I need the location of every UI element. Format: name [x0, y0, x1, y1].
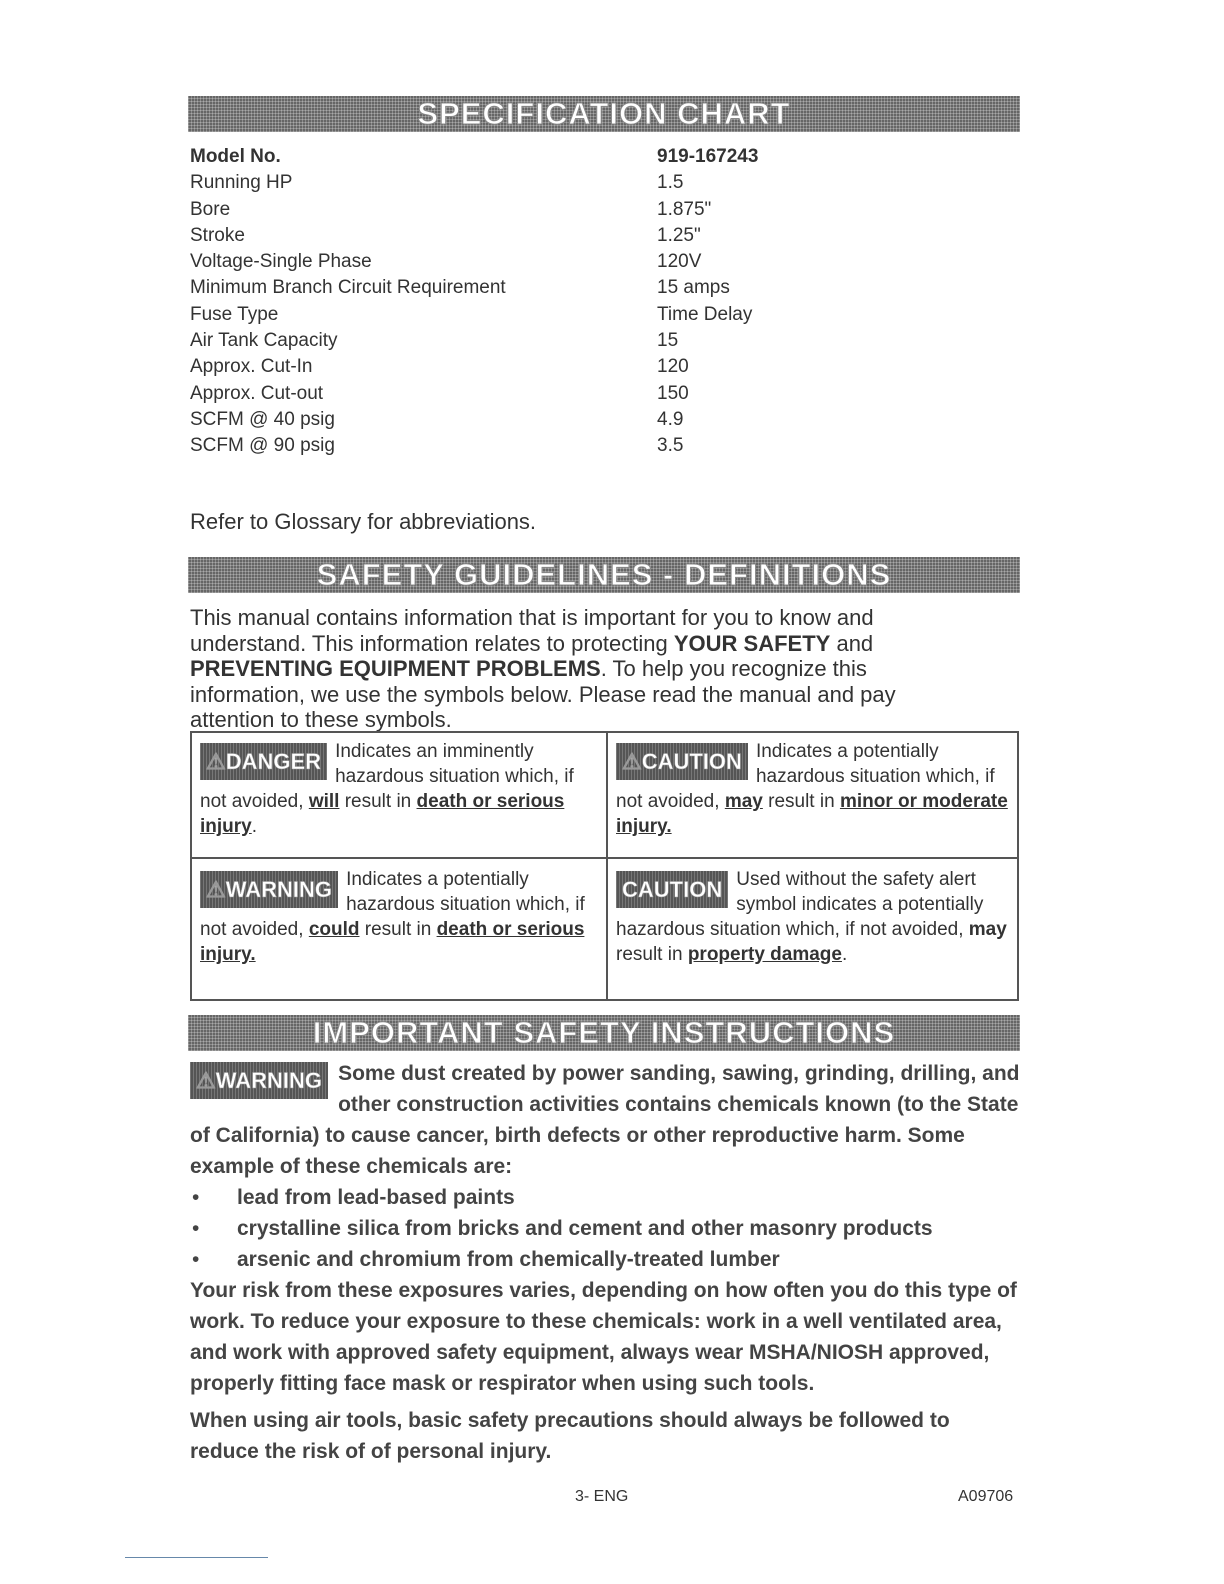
spec-row — [190, 146, 758, 172]
spec-label: Voltage-Single Phase — [190, 251, 372, 273]
california-warning — [190, 1058, 1022, 1467]
spec-value: 1.875" — [657, 198, 712, 220]
spec-row — [190, 409, 758, 435]
intro-text: and — [830, 630, 874, 656]
def-text: result in — [359, 919, 437, 940]
spec-label: Model No. — [190, 146, 281, 167]
spec-label: Air Tank Capacity — [190, 330, 338, 352]
glossary-note: Refer to Glossary for abbreviations. — [190, 509, 537, 534]
spec-row — [190, 330, 758, 356]
spec-label: Minimum Branch Circuit Requirement — [190, 277, 506, 299]
def-bold: could — [308, 919, 360, 940]
spec-row — [190, 251, 758, 277]
spec-value: 3.5 — [657, 435, 684, 457]
warning-text: Some dust created by power sanding, sawing, grinding, drilling, and other construction activities contains chemicals known (to the State of California) to cause cancer, birth defects or other reproductive harm. Some example of these chemicals are: — [190, 1062, 1020, 1178]
spec-row — [190, 172, 758, 198]
def-bold: death or serious injury — [200, 791, 565, 837]
caution-badge: CAUTION — [616, 871, 728, 908]
spec-chart-banner: SPECIFICATION CHART — [188, 96, 1020, 132]
spec-label: Stroke — [190, 224, 245, 246]
def-bold: minor or moderate injury. — [616, 791, 1008, 837]
def-text: . — [251, 816, 258, 837]
spec-value: 120V — [657, 251, 702, 273]
chemical-list — [190, 1182, 1022, 1275]
spec-label: SCFM @ 90 psig — [190, 435, 335, 457]
signal-word-table — [190, 731, 1019, 1001]
spec-label: Approx. Cut-In — [190, 356, 313, 378]
def-bold: property damage — [687, 944, 842, 965]
spec-row — [190, 277, 758, 303]
spec-value: 150 — [657, 382, 689, 404]
intro-text: . To help you recognize this information, we use the symbols below. Please read the manual and pay attention to these symbols. — [190, 656, 896, 732]
exposure-text: Your risk from these exposures varies, depending on how often you do this type of work. To reduce your exposure to these chemicals: work in a well ventilated area, and work with approved safety equipment, always wear MSHA/NIOSH approved, properly fitting face mask or respirator when using such tools. — [190, 1279, 1017, 1395]
spec-value: Time Delay — [657, 303, 753, 325]
def-text: Indicates a potentially hazardous situation which, if not avoided, — [200, 869, 585, 940]
spec-table — [190, 146, 758, 462]
danger-definition — [192, 733, 604, 845]
page-number: 3- ENG — [575, 1488, 629, 1505]
spec-value: 120 — [657, 356, 689, 378]
safety-instructions-banner: IMPORTANT SAFETY INSTRUCTIONS — [188, 1015, 1020, 1051]
caution-definition — [608, 861, 1020, 973]
def-bold: will — [308, 791, 340, 812]
spec-value: 1.5 — [657, 172, 684, 194]
list-item: • arsenic and chromium from chemically-treated lumber — [190, 1244, 1022, 1275]
spec-value: 1.25" — [657, 224, 701, 246]
safety-guidelines-banner: SAFETY GUIDELINES - DEFINITIONS — [188, 557, 1020, 593]
spec-row — [190, 304, 758, 330]
spec-label: SCFM @ 40 psig — [190, 408, 335, 430]
def-text: Used without the safety alert symbol indicates a potentially hazardous situation which, if not avoided, — [616, 869, 984, 940]
def-text: Indicates a potentially hazardous situation which, if not avoided, — [616, 741, 995, 812]
spec-row — [190, 435, 758, 461]
guidelines-intro — [190, 605, 950, 733]
spec-value: 15 — [657, 330, 679, 352]
spec-label: Fuse Type — [190, 303, 279, 325]
precaution-text: When using air tools, basic safety precautions should always be followed to reduce the risk of of personal injury. — [190, 1409, 950, 1463]
def-text: result in — [339, 791, 417, 812]
warning-definition — [192, 861, 604, 973]
warning-badge: ⚠WARNING — [190, 1062, 328, 1099]
def-text: . — [841, 944, 848, 965]
def-text: result in — [762, 791, 840, 812]
spec-row — [190, 225, 758, 251]
intro-text: This manual contains information that is important for you to know and understand. This information relates to protecting — [190, 605, 874, 656]
spec-value: 15 amps — [657, 277, 730, 299]
document-code: A09706 — [958, 1488, 1014, 1505]
spec-label: Approx. Cut-out — [190, 382, 324, 404]
spec-row — [190, 199, 758, 225]
spec-row — [190, 383, 758, 409]
def-text: result in — [616, 944, 688, 965]
intro-bold: YOUR SAFETY — [673, 630, 831, 656]
spec-value: 919-167243 — [657, 146, 759, 167]
def-bold: death or serious injury. — [200, 919, 585, 965]
list-item: • lead from lead-based paints — [190, 1182, 1022, 1213]
list-item: • crystalline silica from bricks and cement and other masonry products — [190, 1213, 1022, 1244]
warning-badge: ⚠WARNING — [200, 871, 338, 908]
def-bold: may — [724, 791, 763, 812]
spec-label: Running HP — [190, 172, 293, 194]
def-text: Indicates an imminently hazardous situation which, if not avoided, — [200, 741, 574, 812]
intro-bold: PREVENTING EQUIPMENT PROBLEMS — [190, 656, 601, 681]
danger-badge: ⚠DANGER — [200, 743, 327, 780]
caution-alert-badge: ⚠CAUTION — [616, 743, 748, 780]
def-bold: may — [968, 919, 1007, 940]
caution-alert-definition — [608, 733, 1020, 845]
spec-value: 4.9 — [657, 408, 684, 430]
footer-rule — [125, 1557, 268, 1558]
spec-row — [190, 356, 758, 382]
spec-label: Bore — [190, 198, 231, 220]
